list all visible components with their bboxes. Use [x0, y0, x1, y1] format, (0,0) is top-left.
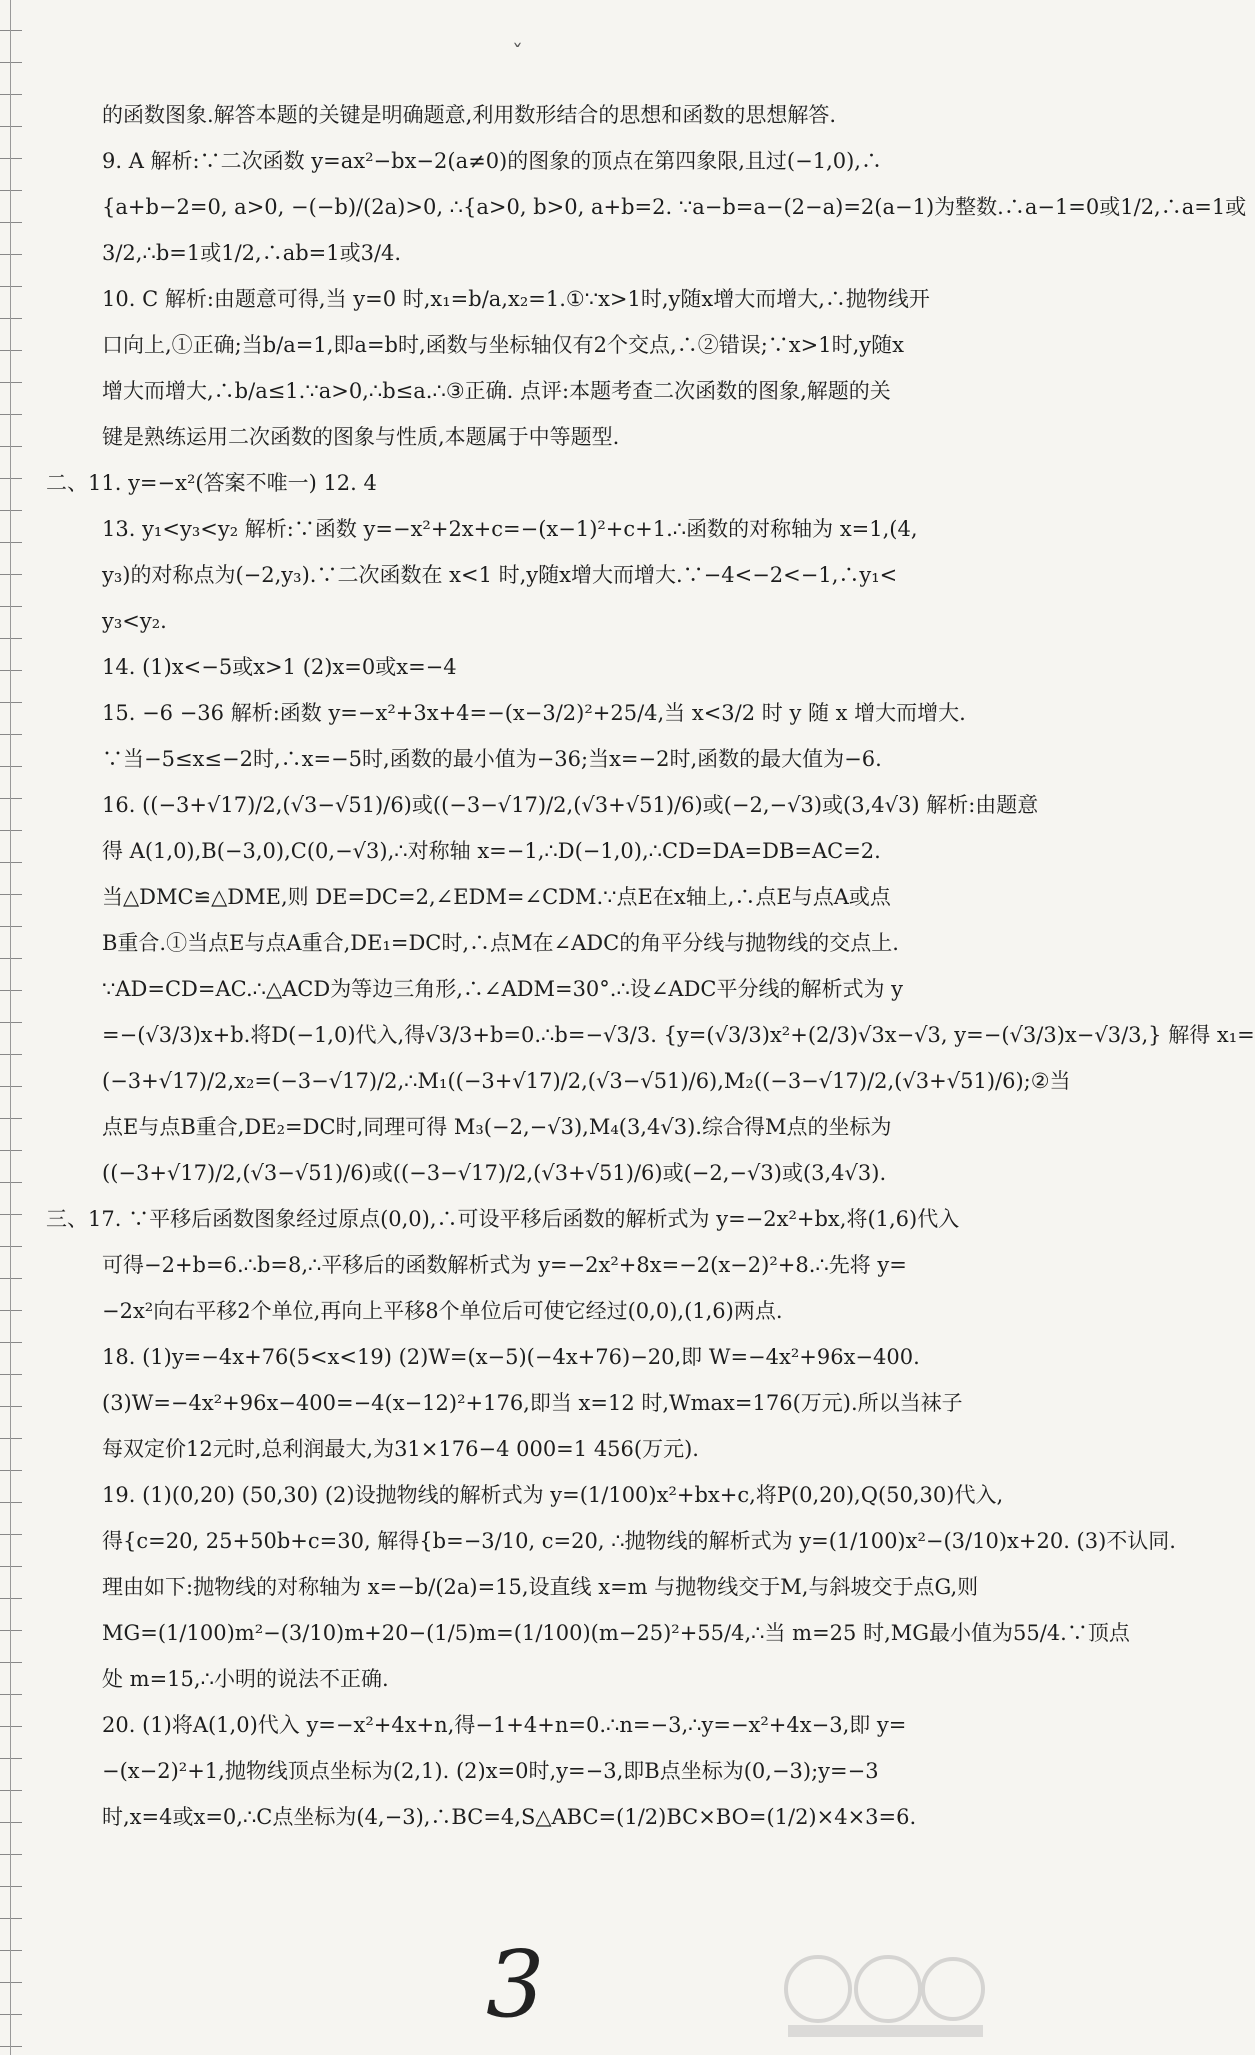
text-line: (3)W=−4x²+96x−400=−4(x−12)²+176,即当 x=12 时,Wmax=176(万元).所以当袜子 [102, 1391, 963, 1415]
text-line: ∵AD=CD=AC.∴△ACD为等边三角形,∴∠ADM=30°.∴设∠ADC平分线的解析式为 y [102, 977, 904, 1001]
text-line: B重合.①当点E与点A重合,DE₁=DC时,∴点M在∠ADC的角平分线与抛物线的交点上. [102, 931, 899, 955]
answer-text [46, 92, 1255, 1840]
text-line: 16. ((−3+√17)/2,(√3−√51)/6)或((−3−√17)/2,(√3+√51)/6)或(−2,−√3)或(3,4√3) 解析:由题意 [102, 793, 1039, 817]
text-line: 二、11. y=−x²(答案不唯一) 12. 4 [46, 471, 377, 495]
text-line: (−3+√17)/2,x₂=(−3−√17)/2,∴M₁((−3+√17)/2,(√3−√51)/6),M₂((−3−√17)/2,(√3+√51)/6);②当 [102, 1069, 1071, 1093]
text-line: MG=(1/100)m²−(3/10)m+20−(1/5)m=(1/100)(m−25)²+55/4,∴当 m=25 时,MG最小值为55/4.∵顶点 [102, 1621, 1130, 1645]
text-line: 14. (1)x<−5或x>1 (2)x=0或x=−4 [102, 655, 457, 679]
text-line: 每双定价12元时,总利润最大,为31×176−4 000=1 456(万元). [102, 1437, 699, 1461]
watermark-logo-icon [778, 1949, 988, 2041]
text-line: −2x²向右平移2个单位,再向上平移8个单位后可使它经过(0,0),(1,6)两点. [102, 1299, 783, 1323]
text-line: 19. (1)(0,20) (50,30) (2)设抛物线的解析式为 y=(1/100)x²+bx+c,将P(0,20),Q(50,30)代入, [102, 1483, 1004, 1507]
handwritten-page-number: 3 [486, 1931, 545, 2038]
text-line: ∵当−5≤x≤−2时,∴x=−5时,函数的最小值为−36;当x=−2时,函数的最大值为−6. [102, 747, 882, 771]
text-line: 13. y₁<y₃<y₂ 解析:∵函数 y=−x²+2x+c=−(x−1)²+c+1.∴函数的对称轴为 x=1,(4, [102, 517, 918, 541]
text-line: y₃)的对称点为(−2,y₃).∵二次函数在 x<1 时,y随x增大而增大.∵−4<−2<−1,∴y₁< [102, 563, 898, 587]
text-line: 的函数图象.解答本题的关键是明确题意,利用数形结合的思想和函数的思想解答. [102, 103, 837, 127]
text-line: ((−3+√17)/2,(√3−√51)/6)或((−3−√17)/2,(√3+√51)/6)或(−2,−√3)或(3,4√3). [102, 1161, 887, 1185]
text-line: 当△DMC≌△DME,则 DE=DC=2,∠EDM=∠CDM.∵点E在x轴上,∴点E与点A或点 [102, 885, 891, 909]
text-line: 10. C 解析:由题意可得,当 y=0 时,x₁=b/a,x₂=1.①∵x>1时,y随x增大而增大,∴抛物线开 [102, 287, 930, 311]
text-line: 可得−2+b=6.∴b=8,∴平移后的函数解析式为 y=−2x²+8x=−2(x−2)²+8.∴先将 y= [102, 1253, 907, 1277]
text-line: 15. −6 −36 解析:函数 y=−x²+3x+4=−(x−3/2)²+25/4,当 x<3/2 时 y 随 x 增大而增大. [102, 701, 966, 725]
text-line: y₃<y₂. [102, 609, 167, 633]
text-line: 理由如下:抛物线的对称轴为 x=−b/(2a)=15,设直线 x=m 与抛物线交于M,与斜坡交于点G,则 [102, 1575, 979, 1599]
text-line: {a+b−2=0, a>0, −(−b)/(2a)>0, ∴{a>0, b>0, a+b=2. ∵a−b=a−(2−a)=2(a−1)为整数.∴a−1=0或1/2,∴a=1或 [102, 195, 1247, 219]
scan-mark: ˇ [512, 42, 523, 67]
text-line: 口向上,①正确;当b/a=1,即a=b时,函数与坐标轴仅有2个交点,∴②错误;∵x>1时,y随x [102, 333, 904, 357]
text-line: 时,x=4或x=0,∴C点坐标为(4,−3),∴BC=4,S△ABC=(1/2)BC×BO=(1/2)×4×3=6. [102, 1805, 917, 1829]
text-line: −(x−2)²+1,抛物线顶点坐标为(2,1). (2)x=0时,y=−3,即B点坐标为(0,−3);y=−3 [102, 1759, 879, 1783]
text-line: 处 m=15,∴小明的说法不正确. [102, 1667, 389, 1691]
text-line: 得 A(1,0),B(−3,0),C(0,−√3),∴对称轴 x=−1,∴D(−1,0),∴CD=DA=DB=AC=2. [102, 839, 881, 863]
text-line: 键是熟练运用二次函数的图象与性质,本题属于中等题型. [102, 425, 620, 449]
text-line: 18. (1)y=−4x+76(5<x<19) (2)W=(x−5)(−4x+76)−20,即 W=−4x²+96x−400. [102, 1345, 920, 1369]
text-line: 增大而增大,∴b/a≤1.∵a>0,∴b≤a.∴③正确. 点评:本题考查二次函数的图象,解题的关 [102, 379, 891, 403]
text-line: 20. (1)将A(1,0)代入 y=−x²+4x+n,得−1+4+n=0.∴n=−3,∴y=−x²+4x−3,即 y= [102, 1713, 907, 1737]
text-line: =−(√3/3)x+b.将D(−1,0)代入,得√3/3+b=0.∴b=−√3/3. {y=(√3/3)x²+(2/3)√3x−√3, y=−(√3/3)x−√3/3,} 解得 x₁= [102, 1023, 1255, 1047]
text-line: 9. A 解析:∵二次函数 y=ax²−bx−2(a≠0)的图象的顶点在第四象限,且过(−1,0),∴ [102, 149, 882, 173]
binding-edge [0, 0, 22, 2055]
text-line: 得{c=20, 25+50b+c=30, 解得{b=−3/10, c=20, ∴抛物线的解析式为 y=(1/100)x²−(3/10)x+20. (3)不认同. [102, 1529, 1176, 1553]
text-line: 点E与点B重合,DE₂=DC时,同理可得 M₃(−2,−√3),M₄(3,4√3).综合得M点的坐标为 [102, 1115, 892, 1139]
text-line: 三、17. ∵平移后函数图象经过原点(0,0),∴可设平移后函数的解析式为 y=−2x²+bx,将(1,6)代入 [46, 1207, 960, 1231]
text-line: 3/2,∴b=1或1/2,∴ab=1或3/4. [102, 241, 402, 265]
